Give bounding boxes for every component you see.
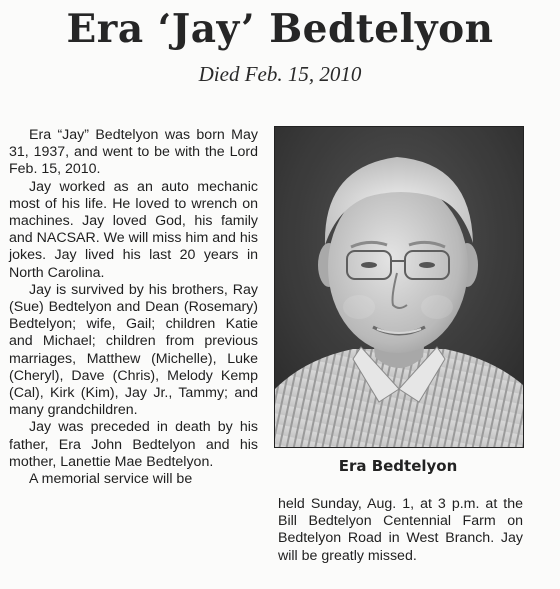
- portrait-image: [275, 127, 523, 447]
- memorial-paragraph-start: A memorial service will be: [29, 471, 193, 488]
- obituary-body-left-column: [9, 127, 258, 488]
- obituary-body-right-column: [278, 496, 523, 565]
- preceded-paragraph: Jay was preceded in death by his father, Era John Bedtelyon and his mother, Lanettie Mae Bedtelyon.: [9, 419, 258, 470]
- photo-caption: Era Bedtelyon: [338, 457, 458, 475]
- life-paragraph: Jay worked as an auto mechanic most of his life. He loved to wrench on machines. Jay loved God, his family and NACSAR. We will miss him and his jokes. Jay lived his last 20 years in North Carolina.: [9, 178, 258, 281]
- birth-paragraph: Era “Jay” Bedtelyon was born May 31, 1937, and went to be with the Lord Feb. 15, 2010.: [9, 127, 258, 178]
- memorial-paragraph-end: held Sunday, Aug. 1, at 3 p.m. at the Bill Bedtelyon Centennial Farm on Bedtelyon Road in West Branch. Jay will be greatly missed.: [278, 496, 523, 564]
- survivors-paragraph: Jay is survived by his brothers, Ray (Sue) Bedtelyon and Dean (Rosemary) Bedtelyon; wife, Gail; children Katie and Michael; children from previous marriages, Matthew (Michelle), Luke (Cheryl), Dave (Chris), Melody Kemp (Cal), Kirk (Kim), Jay Jr., Tammy; and many grandchildren.: [9, 281, 258, 419]
- portrait-photo: [274, 126, 524, 448]
- death-date: Died Feb. 15, 2010: [198, 62, 362, 86]
- obituary-headline: Era ‘Jay’ Bedtelyon: [66, 6, 494, 52]
